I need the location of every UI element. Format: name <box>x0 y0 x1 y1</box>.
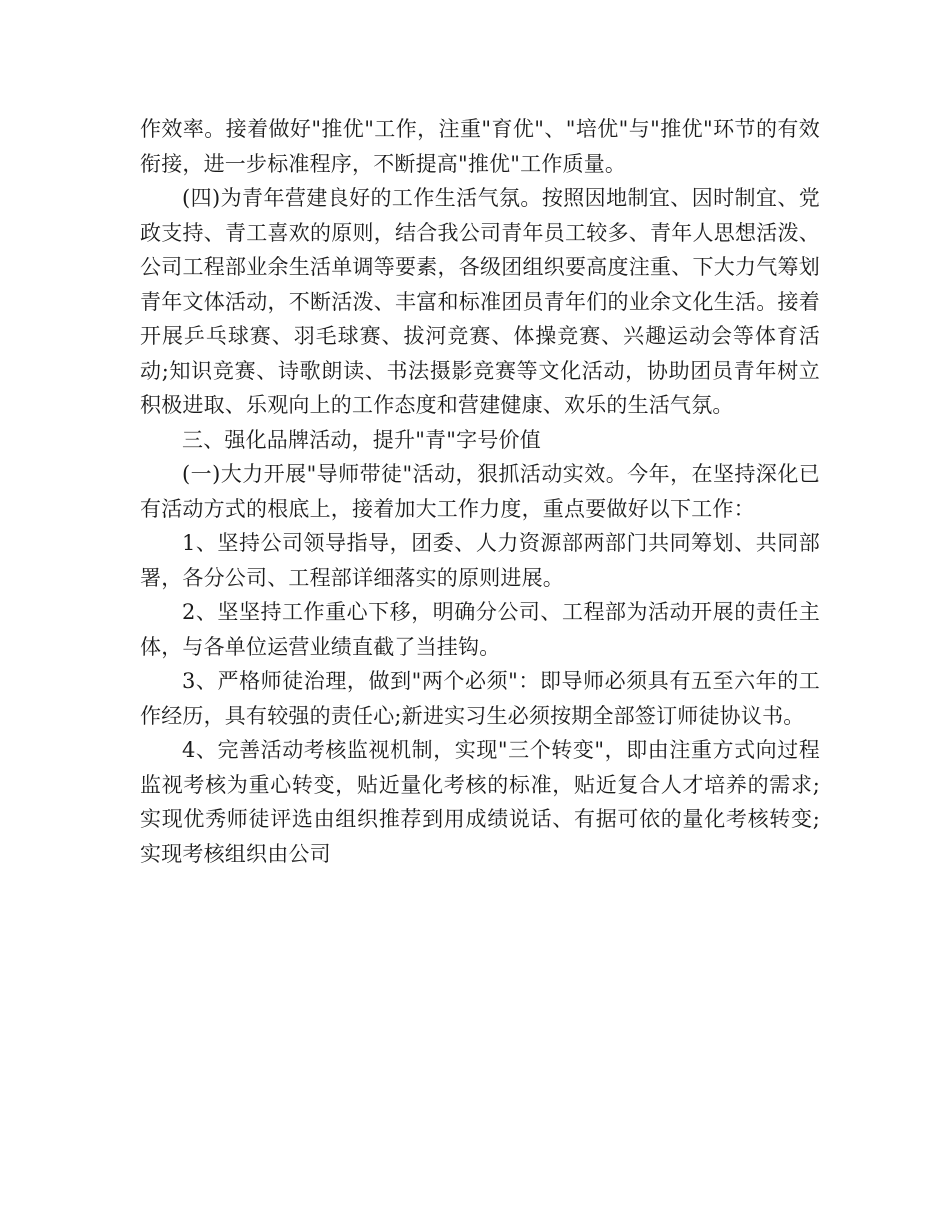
list-item-1: 1、坚持公司领导指导，团委、人力资源部两部门共同筹划、共同部署，各分公司、工程部详细落实的原则进展。 <box>140 531 820 590</box>
paragraph-work-atmosphere: (四)为青年营建良好的工作生活气氛。按照因地制宜、因时制宜、党政支持、青工喜欢的原则，结合我公司青年员工较多、青年人思想活泼、公司工程部业余生活单调等要素，各级团组织要高度注重、下大力气筹划青年文体活动，不断活泼、丰富和标准团员青年们的业余文化生活。接着开展乒乓球赛、羽毛球赛、拔河竞赛、体操竞赛、兴趣运动会等体育活动;知识竞赛、诗歌朗读、书法摄影竞赛等文化活动，协助团员青年树立积极进取、乐观向上的工作态度和营建健康、欢乐的生活气氛。 <box>140 186 820 417</box>
section-heading-brand-activities: 三、强化品牌活动，提升"青"字号价值 <box>182 427 541 452</box>
list-item-3: 3、严格师徒治理，做到"两个必须"：即导师必须具有五至六年的工作经历，具有较强的责任心;新进实习生必须按期全部签订师徒协议书。 <box>140 669 820 728</box>
paragraph-mentor-program: (一)大力开展"导师带徒"活动，狠抓活动实效。今年，在坚持深化已有活动方式的根底上，接着加大工作力度，重点要做好以下工作： <box>140 462 820 521</box>
document-body <box>140 112 820 871</box>
list-item-2: 2、坚坚持工作重心下移，明确分公司、工程部为活动开展的责任主体，与各单位运营业绩直截了当挂钩。 <box>140 600 820 659</box>
paragraph-continuation: 作效率。接着做好"推优"工作，注重"育优"、"培优"与"推优"环节的有效衔接，进一步标准程序，不断提高"推优"工作质量。 <box>140 117 820 176</box>
list-item-4: 4、完善活动考核监视机制，实现"三个转变"，即由注重方式向过程监视考核为重心转变，贴近量化考核的标准，贴近复合人才培养的需求;实现优秀师徒评选由组织推荐到用成绩说话、有据可依的量化考核转变;实现考核组织由公司 <box>140 738 820 866</box>
